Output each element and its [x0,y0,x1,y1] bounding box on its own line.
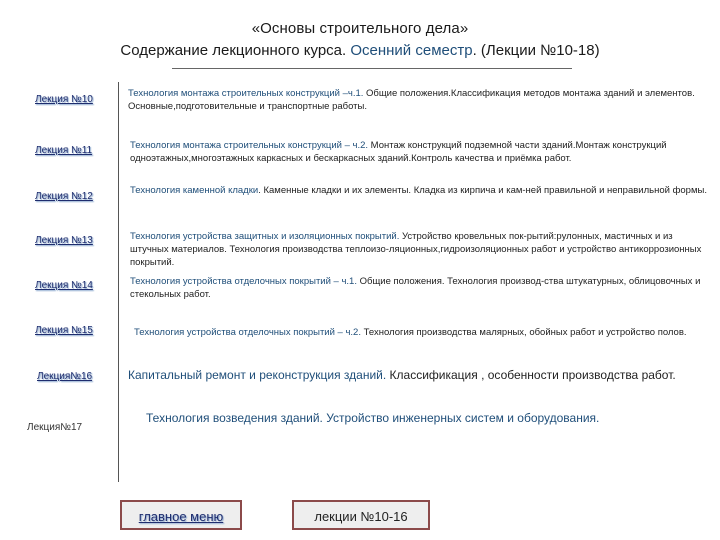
lectures-range-button[interactable]: лекции №10-16 [292,500,430,530]
subtitle-prefix: Содержание лекционного курса. [120,42,351,59]
main-menu-button[interactable]: главное меню [120,500,242,530]
lecture-link-16[interactable]: Лекция№16 [37,371,93,382]
description-text: Классификация , особенности производства работ. [386,368,676,382]
description-text: Общие положения. Технология производ-ства штукатурных, облицовочных и стекольных работ. [130,276,701,300]
lecture-label-17: Лекция№17 [27,422,83,433]
lecture-link-10[interactable]: Лекция №10 [35,94,93,105]
lecture-link-13[interactable]: Лекция №13 [35,235,93,246]
lecture-link-14[interactable]: Лекция №14 [35,280,93,291]
lecture-link-12[interactable]: Лекция №12 [35,191,93,202]
description-text: Монтаж конструкций подземной части зданий.Монтаж конструкций одноэтажных,многоэтажных каркасных и бескаркасных зданий.Контроль качества и приёмка работ. [130,140,667,164]
description-text: Технология производства малярных, обойных работ и устройство полов. [360,327,687,338]
lecture-description-17 [146,410,706,426]
description-topic: Технология монтажа строительных конструкций –ч.1. [128,88,364,99]
lecture-description-15 [134,326,714,339]
page-subtitle [0,42,720,59]
page-title: «Основы строительного дела» [251,20,469,37]
lecture-description-16 [128,367,688,383]
lecture-link-15[interactable]: Лекция №15 [35,325,93,336]
vertical-divider [118,82,119,482]
lecture-description-13 [130,230,710,269]
lecture-description-12 [130,184,710,197]
title-divider [172,68,572,69]
description-text: . Каменные кладки и их элементы. Кладка из кирпича и кам-ней правильной и неправильной формы. [258,185,707,196]
lecture-link-11[interactable]: Лекция №11 [35,145,93,156]
description-topic: Технология каменной кладки [130,185,259,196]
description-topic: Технология устройства защитных и изоляционных покрытий. [130,231,400,242]
lecture-description-11 [130,139,710,165]
subtitle-suffix: . (Лекции №10-18) [472,42,600,59]
description-topic: Технология возведения зданий. Устройство инженерных систем и оборудования. [146,411,600,425]
description-topic: Технология монтажа строительных конструкций – ч.2. [130,140,369,151]
description-text: Общие положения.Классификация методов монтажа зданий и элементов. Основные,подготовительные и транспортные работы. [128,88,695,112]
lecture-description-14 [130,275,710,301]
description-topic: Капитальный ремонт и реконструкция зданий. [128,368,387,382]
subtitle-highlight: Осенний семестр [350,42,473,59]
lecture-description-10 [128,87,708,113]
description-topic: Технология устройства отделочных покрытий – ч.2. [134,327,361,338]
description-topic: Технология устройства отделочных покрытий – ч.1. [130,276,357,287]
description-text: Устройство кровельных пок-рытий:рулонных, мастичных и из штучных материалов. Технология производства теплоизо-ляционных,гидроизоляционных работ и устройство антикоррозионных покрытий. [130,231,702,268]
